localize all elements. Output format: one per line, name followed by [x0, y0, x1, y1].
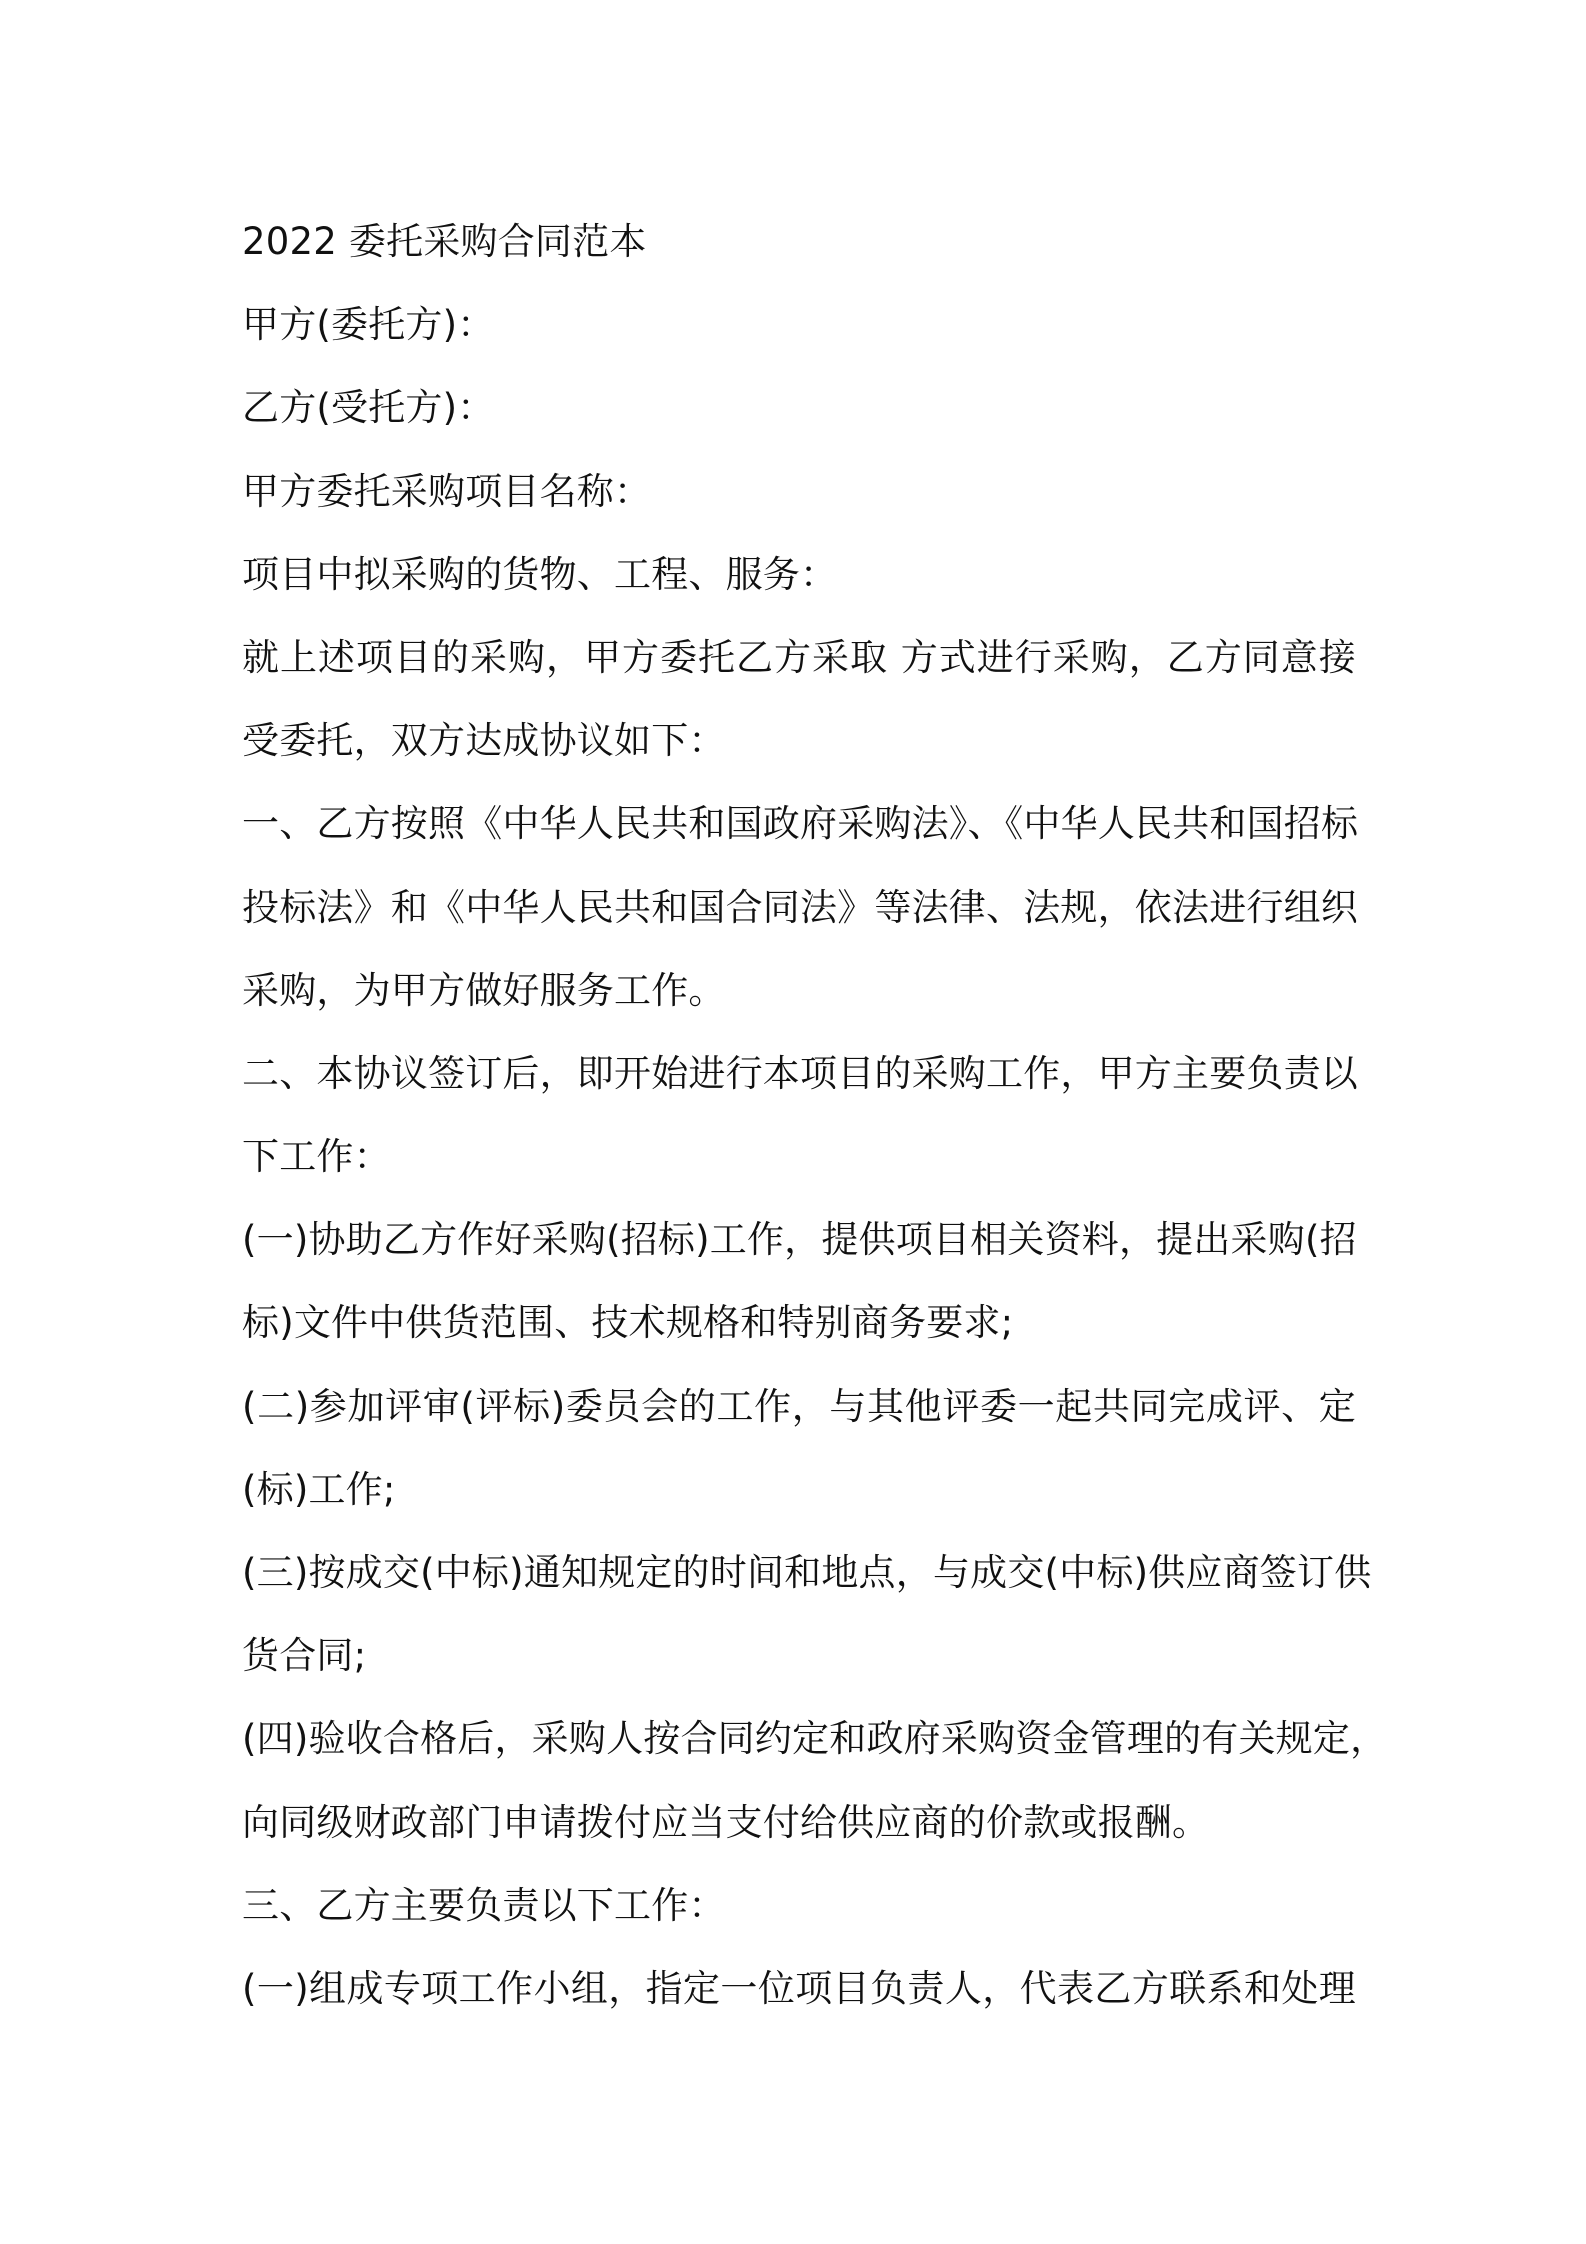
- project-name-line: 甲方委托采购项目名称：: [242, 469, 652, 513]
- clause-1-line: 一、乙方按照《中华人民共和国政府采购法》、《中华人民共和国招标: [242, 802, 1359, 846]
- clause-3-line: 三、乙方主要负责以下工作：: [242, 1883, 726, 1927]
- clause-2-line: 下工作：: [242, 1135, 391, 1179]
- document-body: [242, 200, 1388, 2030]
- clause-1-line: 投标法》和《中华人民共和国合同法》等法律、法规，依法进行组织: [242, 885, 1358, 929]
- procurement-items-line: 项目中拟采购的货物、工程、服务：: [242, 552, 838, 596]
- clause-3-item-1-line: (一)组成专项工作小组，指定一位项目负责人，代表乙方联系和处理: [242, 1966, 1356, 2010]
- clause-2-item-2-line: (标)工作;: [242, 1467, 396, 1511]
- document-title: 2022 委托采购合同范本: [242, 220, 647, 263]
- clause-1-line: 采购，为甲方做好服务工作。: [242, 968, 726, 1012]
- clause-2-item-4-line: (四)验收合格后，采购人按合同约定和政府采购资金管理的有关规定，: [242, 1717, 1388, 1761]
- clause-2-item-4-line: 向同级财政部门申请拨付应当支付给供应商的价款或报酬。: [242, 1800, 1210, 1844]
- clause-2-item-1-line: (一)协助乙方作好采购(招标)工作，提供项目相关资料，提出采购(招: [242, 1218, 1357, 1262]
- paragraph-line: 就上述项目的采购，甲方委托乙方采取 方式进行采购，乙方同意接: [242, 635, 1356, 679]
- clause-2-item-3-line: 货合同;: [242, 1634, 367, 1678]
- clause-2-item-2-line: (二)参加评审(评标)委员会的工作，与其他评委一起共同完成评、定: [242, 1384, 1356, 1428]
- party-b-line: 乙方(受托方)：: [242, 386, 495, 430]
- clause-2-line: 二、本协议签订后，即开始进行本项目的采购工作，甲方主要负责以: [242, 1051, 1358, 1095]
- paragraph-line: 受委托，双方达成协议如下：: [242, 719, 726, 763]
- clause-2-item-1-line: 标)文件中供货范围、技术规格和特别商务要求;: [242, 1301, 1014, 1345]
- party-a-line: 甲方(委托方)：: [242, 303, 495, 347]
- clause-2-item-3-line: (三)按成交(中标)通知规定的时间和地点，与成交(中标)供应商签订供: [242, 1551, 1372, 1594]
